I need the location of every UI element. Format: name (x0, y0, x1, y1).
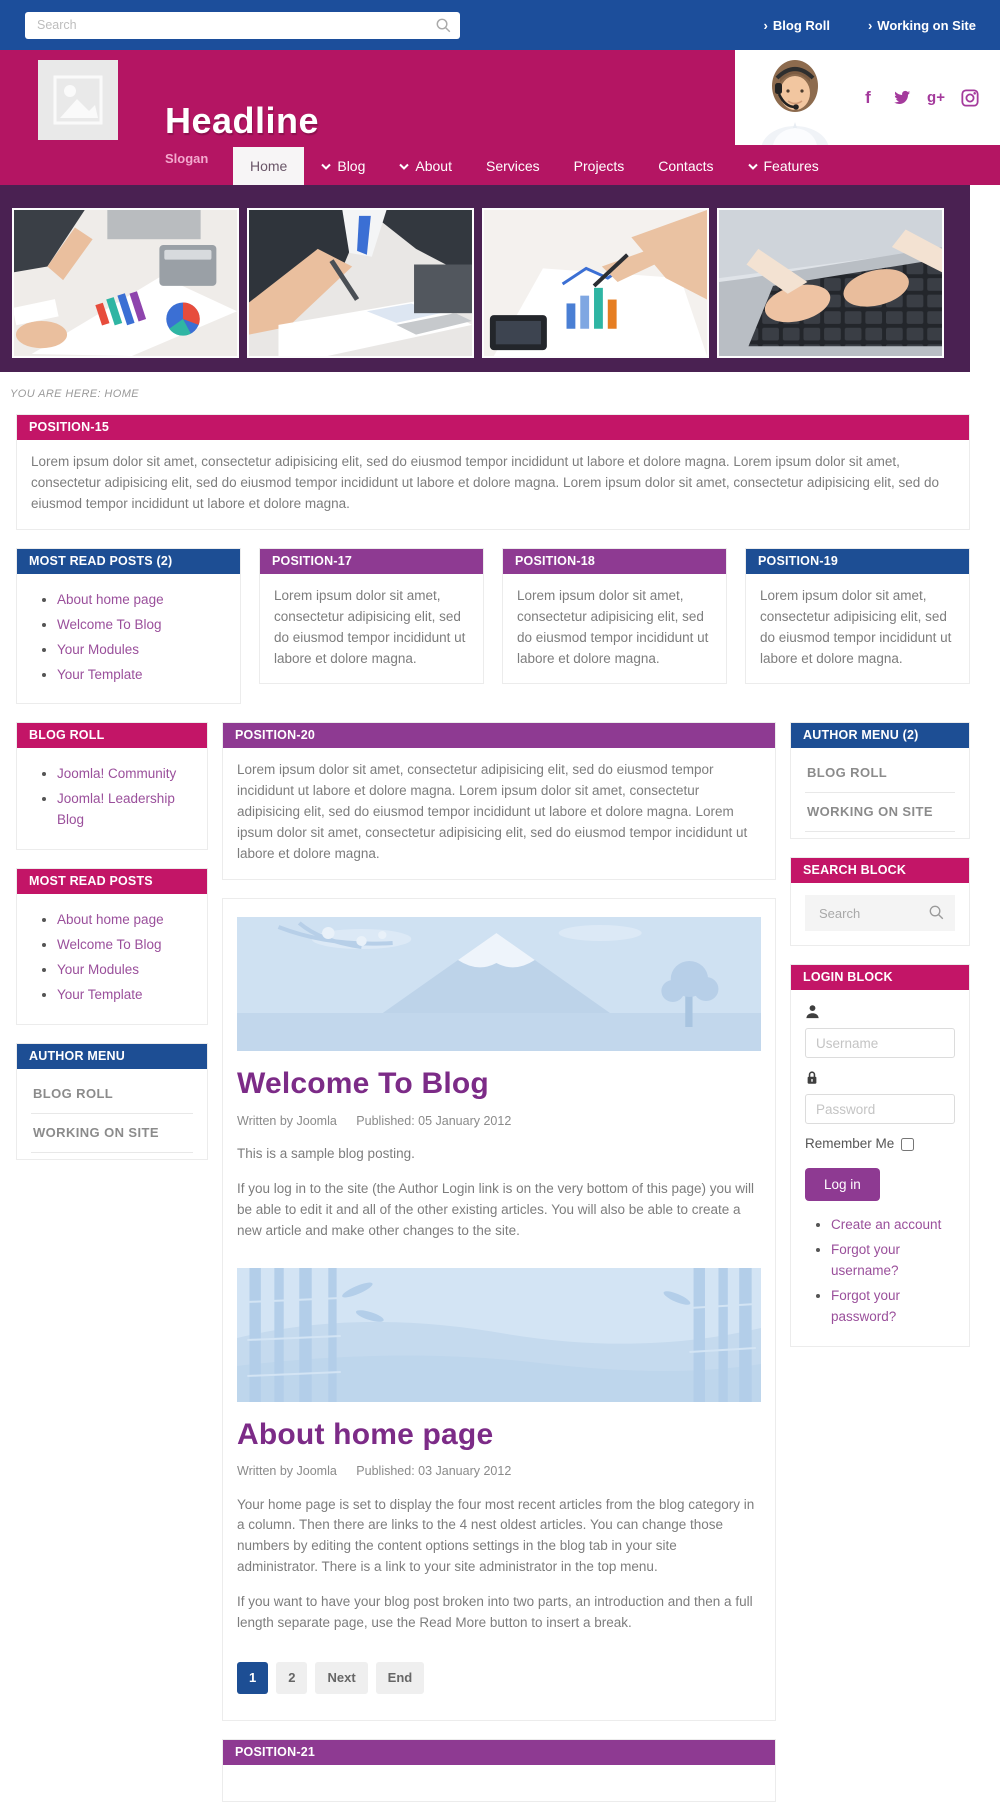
module-header: MOST READ POSTS (17, 869, 207, 894)
article-author: Written by Joomla (237, 1113, 337, 1128)
post-link[interactable]: About home page (57, 912, 164, 928)
chevron-down-icon (321, 163, 331, 170)
login-button[interactable]: Log in (805, 1168, 880, 1201)
slider-photo-4 (717, 208, 944, 358)
slider-photo-1 (12, 208, 239, 358)
remember-me (805, 1134, 955, 1155)
list-item (831, 1286, 955, 1328)
module-header: MOST READ POSTS (2) (17, 549, 240, 574)
arrow-right-icon: › (763, 17, 768, 33)
slider-photo-3 (482, 208, 709, 358)
author-menu-item-working-on-site[interactable]: WORKING ON SITE (31, 1114, 193, 1153)
columns (16, 722, 970, 1820)
list-item (57, 960, 193, 981)
post-link[interactable]: Your Modules (57, 641, 140, 657)
module-body: Lorem ipsum dolor sit amet, consectetur adipisicing elit, sed do eiusmod tempor incididunt ut labore et dolore magna. Lorem ipsum dolor sit amet, consectetur adipisicing elit, sed do eiusmod tempor incididunt ut labore et dolore magna. Lorem ipsum dolor sit amet, consectetur adipisicing elit, sed do eiusmod tempor incididunt ut labore et dolore magna. (237, 762, 748, 862)
author-menu-item-blog-roll[interactable]: BLOG ROLL (31, 1075, 193, 1114)
module-header: POSITION-20 (223, 723, 775, 748)
post-link[interactable]: Welcome To Blog (57, 616, 162, 632)
module-position-19 (745, 548, 970, 685)
module-body: Lorem ipsum dolor sit amet, consectetur adipisicing elit, sed do eiusmod tempor incididunt ut labore et dolore magna. (274, 587, 466, 666)
lock-icon (805, 1070, 955, 1090)
list-item (57, 615, 226, 636)
search-input[interactable] (25, 12, 460, 39)
module-header: SEARCH BLOCK (791, 858, 969, 883)
list-item (831, 1215, 955, 1236)
logo-placeholder (38, 60, 118, 140)
blogroll-link[interactable]: Joomla! Community (57, 766, 177, 782)
list-item (57, 935, 193, 956)
nav-item-projects[interactable]: Projects (573, 158, 625, 174)
image-placeholder-icon (51, 73, 105, 127)
main-nav (233, 147, 836, 185)
article-meta (237, 1462, 761, 1481)
post-link[interactable]: About home page (57, 591, 164, 607)
article-title[interactable]: Welcome To Blog (237, 1067, 489, 1101)
topbar-links (764, 18, 976, 33)
module-body: Lorem ipsum dolor sit amet, consectetur adipisicing elit, sed do eiusmod tempor incididunt ut labore et dolore magna. (517, 587, 709, 666)
post-link[interactable]: Welcome To Blog (57, 937, 162, 953)
twitter-icon[interactable] (891, 87, 913, 109)
module-header: BLOG ROLL (17, 723, 207, 748)
password-input[interactable] (805, 1094, 955, 1124)
module-body: Lorem ipsum dolor sit amet, consectetur adipisicing elit, sed do eiusmod tempor incididunt ut labore et dolore magna. (760, 587, 952, 666)
list-item (57, 985, 193, 1006)
article-paragraph: This is a sample blog posting. (237, 1145, 415, 1161)
blog-roll-list (31, 764, 193, 831)
module-body (223, 1765, 775, 1801)
module-header: POSITION-17 (260, 549, 483, 574)
arrow-right-icon: › (867, 17, 873, 33)
page-container (16, 414, 970, 1820)
list-item (831, 1240, 955, 1282)
list-item (57, 590, 226, 611)
chevron-down-icon (399, 163, 409, 170)
module-header: POSITION-19 (746, 549, 969, 574)
post-link[interactable]: Your Template (57, 666, 143, 682)
pagination (237, 1662, 761, 1694)
search-icon[interactable] (928, 904, 945, 921)
sidebar-search (805, 895, 955, 931)
list-item (57, 789, 193, 831)
module-position-18 (502, 548, 727, 685)
blogroll-link[interactable]: Joomla! Leadership Blog (57, 791, 175, 828)
page-button-next[interactable]: Next (315, 1662, 367, 1694)
toplink-working-on-site[interactable]: › Working on Site (867, 17, 976, 33)
module-position-21 (222, 1739, 776, 1802)
module-header: LOGIN BLOCK (791, 965, 969, 990)
article-banner-fuji (237, 917, 761, 1051)
page-button-1[interactable]: 1 (237, 1662, 268, 1694)
login-links (805, 1215, 955, 1328)
post-link[interactable]: Your Modules (57, 962, 140, 978)
image-slider (0, 185, 970, 372)
module-author-menu (16, 1043, 208, 1160)
support-woman-photo (735, 50, 853, 145)
list-item (57, 764, 193, 785)
facebook-icon[interactable]: f (865, 87, 871, 107)
list-item (57, 665, 226, 686)
list-item (57, 640, 226, 661)
article-about-home-page (237, 1268, 761, 1634)
author-menu-item-working-on-site[interactable]: WORKING ON SITE (805, 793, 955, 832)
topbar-search (25, 12, 460, 39)
nav-item-features[interactable]: Features (731, 147, 836, 185)
nav-item-home[interactable]: Home (233, 147, 304, 185)
sidebar-right (790, 722, 970, 1365)
user-icon (805, 1004, 955, 1024)
login-link-forgot-password[interactable]: Forgot your password? (831, 1288, 901, 1325)
module-search-block (790, 857, 970, 946)
sidebar-left (16, 722, 208, 1177)
module-position-15 (16, 414, 970, 530)
module-login-block (790, 964, 970, 1347)
author-menu-item-blog-roll[interactable]: BLOG ROLL (805, 754, 955, 793)
module-header: AUTHOR MENU (17, 1044, 207, 1069)
support-panel (735, 50, 1000, 145)
toplink-blog-roll[interactable]: › Blog Roll (763, 17, 830, 33)
page-button-end[interactable]: End (376, 1662, 425, 1694)
module-author-menu-2 (790, 722, 970, 839)
slider-photo-2 (247, 208, 474, 358)
topbar (0, 0, 1000, 50)
article-author: Written by Joomla (237, 1464, 337, 1479)
modules-row (16, 548, 970, 723)
most-read-list (31, 590, 226, 686)
module-header: POSITION-18 (503, 549, 726, 574)
instagram-icon[interactable] (959, 87, 981, 109)
nav-item-contacts[interactable]: Contacts (658, 158, 714, 174)
post-link[interactable]: Your Template (57, 986, 143, 1002)
article-paragraph: If you want to have your blog post broken into two parts, an introduction and then a full length separate page, use the Read More button to insert a break. (237, 1594, 753, 1631)
username-input[interactable] (805, 1028, 955, 1058)
article-paragraph: Your home page is set to display the four most recent articles from the blog category in a column. Then there are links to the 4 nest oldest articles. You can change those numbers by editing the content options settings in the blog tab in your site administrator. There is a link to your site administrator in the top menu. (237, 1496, 755, 1575)
social-icons (857, 87, 981, 109)
module-position-20 (222, 722, 776, 880)
list-item (57, 910, 193, 931)
nav-item-blog[interactable]: Blog (304, 147, 382, 185)
module-header: POSITION-21 (223, 1740, 775, 1765)
page-button-2[interactable]: 2 (276, 1662, 307, 1694)
most-read-list (31, 910, 193, 1006)
login-link-forgot-username[interactable]: Forgot your username? (831, 1242, 901, 1279)
article-published: Published: 05 January 2012 (356, 1113, 512, 1128)
remember-me-label: Remember Me (805, 1136, 895, 1152)
chevron-down-icon (748, 163, 758, 170)
module-header: AUTHOR MENU (2) (791, 723, 969, 748)
remember-me-checkbox[interactable] (901, 1138, 914, 1151)
module-position-17 (259, 548, 484, 685)
main-column (222, 722, 776, 1820)
module-header: POSITION-15 (17, 415, 969, 440)
article-title[interactable]: About home page (237, 1417, 494, 1451)
article-published: Published: 03 January 2012 (356, 1464, 512, 1479)
module-blog-roll (16, 722, 208, 850)
login-link-create-account[interactable]: Create an account (831, 1217, 942, 1233)
nav-item-services[interactable]: Services (485, 158, 540, 174)
google-plus-icon[interactable]: g+ (927, 89, 945, 106)
search-icon[interactable] (435, 17, 452, 34)
module-most-read-posts (16, 868, 208, 1025)
article-paragraph: If you log in to the site (the Author Login link is on the very bottom of this page) you will be able to edit it and all of the other existing articles. You will also be able to create a new article and make other changes to the site. (237, 1180, 755, 1238)
site-title: Headline (165, 100, 320, 141)
nav-item-about[interactable]: About (382, 147, 469, 185)
article-banner-bamboo (237, 1268, 761, 1402)
article-welcome-to-blog (237, 917, 761, 1242)
article-meta (237, 1112, 761, 1131)
header (0, 50, 1000, 185)
breadcrumb: YOU ARE HERE: HOME (10, 388, 140, 400)
site-slogan: Slogan (165, 151, 209, 166)
blog-articles (222, 898, 776, 1721)
module-most-read-posts-2 (16, 548, 241, 705)
module-body: Lorem ipsum dolor sit amet, consectetur adipisicing elit, sed do eiusmod tempor incididunt ut labore et dolore magna. Lorem ipsum dolor sit amet, consectetur adipisicing elit, sed do eiusmod tempor incididunt ut labore et dolore magna. Lorem ipsum dolor sit amet, consectetur adipisicing elit, sed do eiusmod tempor incididunt ut labore et dolore magna. (31, 454, 939, 511)
